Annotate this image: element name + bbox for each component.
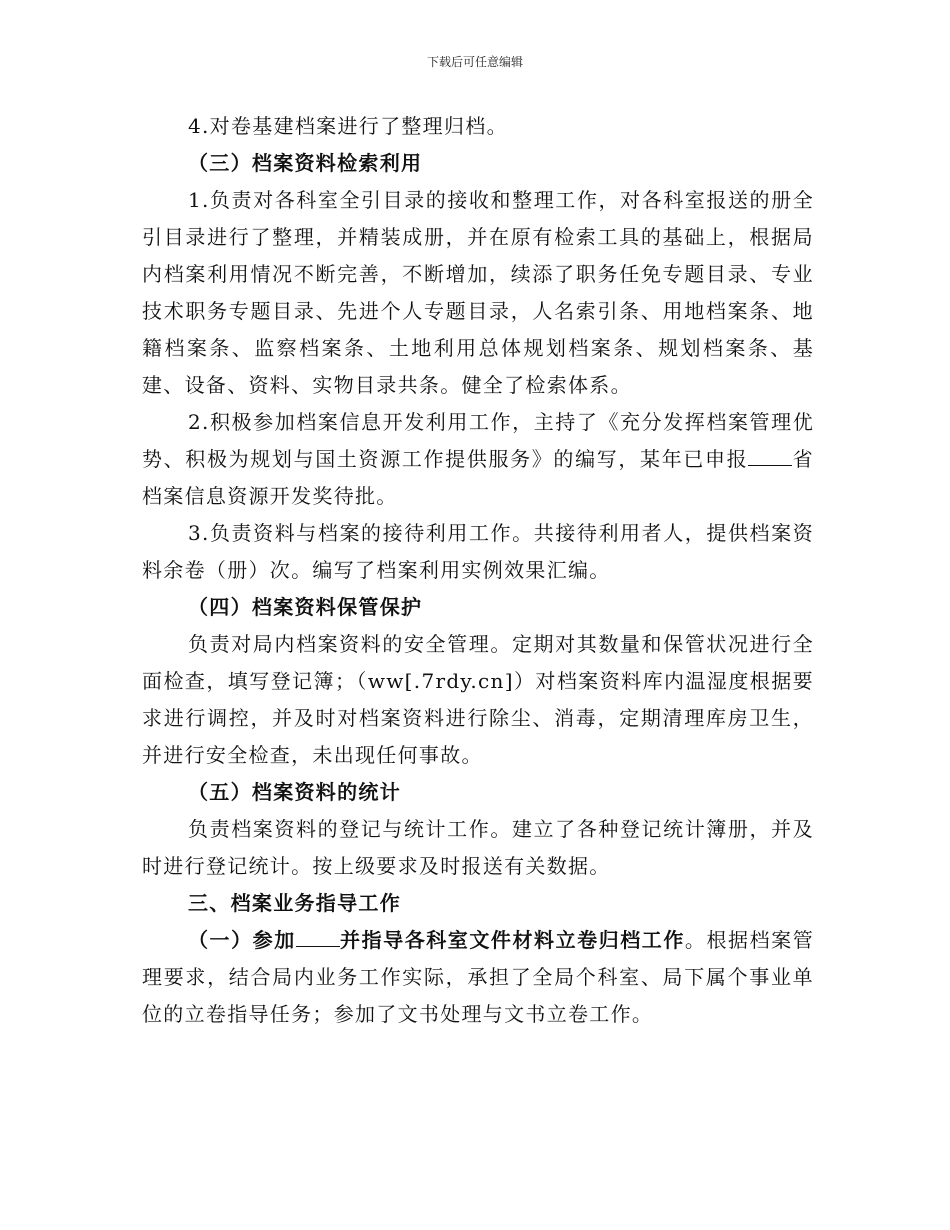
section-heading-guidance: 三、档案业务指导工作	[188, 891, 401, 915]
paragraph-info-development-text: 2.积极参加档案信息开发利用工作，主持了《充分发挥档案管理优势、积极为规划与国土资源工作提供服务》的编写，某年已申报	[142, 410, 814, 471]
blank-underline	[748, 445, 792, 466]
guidance-rest: 。根据档案管理要求，结合局内业务工作实际，承担了全局个科室、局下属个事业单位的立卷指导任务；参加了文书处理与文书立卷工作。	[142, 928, 814, 1026]
page-header: 下载后可任意编辑	[426, 55, 523, 69]
paragraph-info-development-tail: 省档案信息资源开发奖待批。	[142, 447, 814, 508]
section-heading-statistics: （五）档案资料的统计	[188, 780, 401, 804]
paragraph-info-development	[142, 404, 814, 515]
paragraph-guidance	[142, 922, 814, 1033]
paragraph-statistics: 负责档案资料的登记与统计工作。建立了各种登记统计簿册，并及时进行登记统计。按上级要求及时报送有关数据。	[142, 817, 814, 878]
paragraph-archive-filing: 4.对卷基建档案进行了整理归档。	[188, 114, 508, 138]
blank-underline-2	[296, 926, 340, 947]
paragraph-reception: 3.负责资料与档案的接待利用工作。共接待利用者人，提供档案资料余卷（册）次。编写了档案利用实例效果汇编。	[142, 521, 814, 582]
section-heading-retrieval: （三）档案资料检索利用	[188, 151, 423, 175]
guidance-bold-title: 并指导各科室文件材料立卷归档工作	[339, 928, 685, 952]
guidance-bold-lead: （一）参加	[188, 928, 296, 952]
document-body	[142, 108, 814, 1033]
paragraph-security: 负责对局内档案资料的安全管理。定期对其数量和保管状况进行全面检查，填写登记簿；（ww[.7rdy.cn]）对档案资料库内温湿度根据要求进行调控，并及时对档案资料进行除尘、消毒，定期清理库房卫生，并进行安全检查，未出现任何事故。	[142, 632, 814, 767]
section-heading-storage: （四）档案资料保管保护	[188, 595, 423, 619]
paragraph-catalog-work: 1.负责对各科室全引目录的接收和整理工作，对各科室报送的册全引目录进行了整理，并精装成册，并在原有检索工具的基础上，根据局内档案利用情况不断完善，不断增加，续添了职务任免专题目录、专业技术职务专题目录、先进个人专题目录，人名索引条、用地档案条、地籍档案条、监察档案条、土地利用总体规划档案条、规划档案条、基建、设备、资料、实物目录共条。健全了检索体系。	[142, 188, 814, 397]
